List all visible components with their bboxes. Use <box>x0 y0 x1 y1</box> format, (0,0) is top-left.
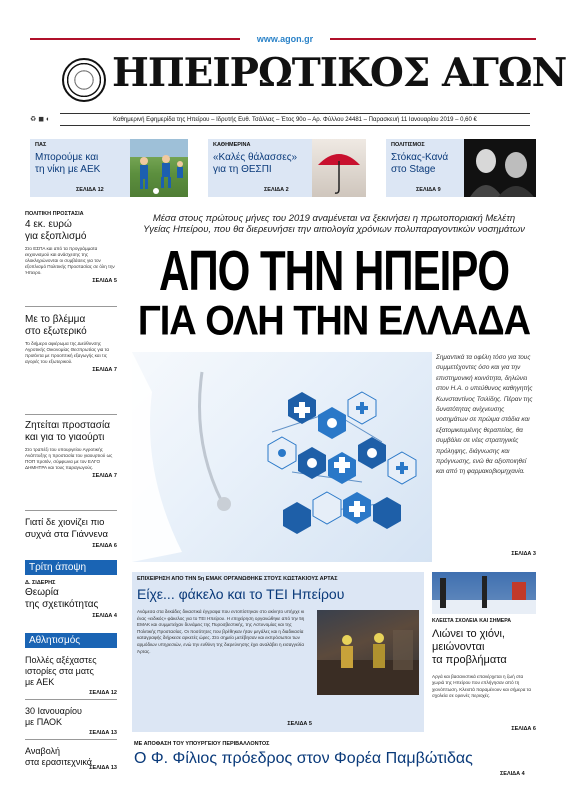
story-page: ΣΕΛΙΔΑ 13 <box>89 730 117 736</box>
bottom-story-page: ΣΕΛΙΔΑ 4 <box>500 771 525 777</box>
sports-section-bar[interactable]: Αθλητισμός <box>25 633 117 648</box>
story-page: ΣΕΛΙΔΑ 5 <box>92 278 117 284</box>
divider <box>25 699 117 700</box>
snow-story-page: ΣΕΛΙΔΑ 6 <box>511 726 536 732</box>
story-headline: Αναβολή στα ερασιτεχνικά <box>25 746 92 767</box>
main-story-page: ΣΕΛΙΔΑ 3 <box>511 551 536 557</box>
opinion-section-bar[interactable]: Τρίτη άποψη <box>25 560 117 575</box>
divider <box>25 739 117 740</box>
teaser-politismos[interactable] <box>386 139 536 197</box>
story-headline: Πολλές αξέχαστες ιστορίες στα ματς με ΑΕΚ <box>25 655 97 687</box>
teaser-page: ΣΕΛΙΔΑ 2 <box>264 187 289 193</box>
story-headline: 30 Ιανουαρίου με ΠΑΟΚ <box>25 706 82 727</box>
masthead-title: ΗΠΕΙΡΩΤΙΚΟΣ ΑΓΩΝ <box>112 50 566 96</box>
story-headline: Γιατί δε χιονίζει πιο συχνά στα Γιάννενα <box>25 517 108 540</box>
left-story-yogurt[interactable] <box>25 418 117 479</box>
story-body: Ανάμεσα στα δεκάδες δικαστικά έγγραφα που εντοπίστηκαν στο ακίνητο υπήρχε κι ένας «ειδικός» φάκελος για το ΤΕΙ Ηπείρου. Η επιχείρηση οργανώθηκε από την 5η ΕΜΑΚ και συμμετείχαν δυνάμεις της Πυροσβεστικής, της Αστυνομίας και της Πολιτικής Προστασίας. Οι ποσότητες που βρέθηκαν ήταν μεγάλες και η διαδικασία καταγραφής διήρκεσε αρκετές ώρες. Στο σημείο μετέβησαν και εκπρόσωποι των αρμόδιων υπηρεσιών, ενώ την ευθύνη της διερεύνησης έχει αναλάβει η εισαγγελία Άρτας. <box>137 609 305 654</box>
story-page: ΣΕΛΙΔΑ 13 <box>89 765 117 771</box>
story-category: ΠΟΛΙΤΙΚΗ ΠΡΟΣΤΑΣΙΑ <box>25 211 84 217</box>
artists-photo <box>464 139 536 197</box>
opinion-story[interactable] <box>25 580 117 619</box>
story-page: ΣΕΛΙΔΑ 5 <box>287 721 312 727</box>
story-headline: Με το βλέμμα στο εξωτερικό <box>25 314 87 337</box>
masthead-url[interactable]: www.agon.gr <box>240 34 330 44</box>
left-story-civil-protection[interactable] <box>25 211 117 284</box>
football-photo <box>130 139 188 197</box>
sports-story-aek[interactable] <box>25 653 117 696</box>
teaser-page: ΣΕΛΙΔΑ 12 <box>76 187 104 193</box>
story-body: Το διήμερο αφιέρωμα της Διεύθυνσης Αγροτικής Οικονομίας Θεσπρωτίας για τα προϊόντα με προοπτική εξαγωγής και τις αγορές του εξωτερικού. <box>25 341 110 364</box>
recycle-icon: ♻ ◼ ◐ <box>30 116 51 123</box>
left-story-snow[interactable] <box>25 515 117 549</box>
snow-story-headline[interactable]: Λιώνει το χιόνι, μειώνονται τα προβλήματα <box>432 628 507 666</box>
story-page: ΣΕΛΙΔΑ 7 <box>92 473 117 479</box>
tei-story[interactable] <box>132 572 424 732</box>
teaser-category: ΠΟΛΙΤΙΣΜΟΣ <box>391 142 425 148</box>
teaser-kathimerina[interactable] <box>208 139 366 197</box>
story-page: ΣΕΛΙΔΑ 6 <box>92 543 117 549</box>
snow-photo <box>432 572 536 614</box>
sports-story-paok[interactable] <box>25 704 117 736</box>
snow-story-body: Αργά και βασανιστικά επανέρχεται η ζωή στα χωριά της Ηπείρου που επλήγησαν από τη χιονόπτωση. Κλειστά παραμένουν και σήμερα τα σχολεία σε ορεινές περιοχές. <box>432 674 532 699</box>
story-page: ΣΕΛΙΔΑ 7 <box>92 367 117 373</box>
masthead-info: Καθημερινή Εφημερίδα της Ηπείρου – Ιδρυτής Ευθ. Τσάλλας – Έτος 90ο – Αρ. Φύλλου 24481 – Παρασκευή 11 Ιανουαρίου 2019 – 0,60 € <box>60 113 530 126</box>
story-headline: 4 εκ. ευρώ για εξοπλισμό <box>25 219 87 242</box>
main-story-side-text: Σημαντικά τα οφέλη τόσο για τους συμμετέχοντες όσο και για την επιστημονική κοινότητα, δηλώνει στον Η.Α. ο υπεύθυνος καθηγητής Κωνσταντίνος Τσιλίδης. Πέραν της δυνατότητας ανίχνευσης νοσημάτων σε πρώιμα στάδια και εξατομικευμένης θεραπείας, θα συμβάλει σε νέες στρατηγικές πρόληψης, διάγνωσης και πρόγνωσης, ενώ θα αξιοποιηθεί και από τη φαρμακοβιομηχανία. <box>436 354 533 476</box>
opinion-author: Δ. ΣΙΔΕΡΗΣ <box>25 580 56 586</box>
story-headline: Ζητείται προστασία και για το γιαούρτι <box>25 420 110 443</box>
seal-logo-icon <box>62 58 106 102</box>
firefighters-photo <box>317 610 419 695</box>
divider <box>25 510 117 511</box>
divider <box>25 306 117 307</box>
teaser-category: ΠΑΣ <box>35 142 47 148</box>
divider <box>25 414 117 415</box>
umbrella-photo <box>312 139 366 197</box>
story-category: ΕΠΙΧΕΙΡΗΣΗ ΑΠΟ ΤΗΝ 5η ΕΜΑΚ ΟΡΓΑΝΩΘΗΚΕ ΣΤΟΥΣ ΚΩΣΤΑΚΙΟΥΣ ΑΡΤΑΣ <box>137 576 338 582</box>
sports-story-amateur[interactable] <box>25 744 117 771</box>
left-story-exports[interactable] <box>25 312 117 373</box>
teaser-text: Μπορούμε και τη νίκη με ΑΕΚ <box>35 152 101 175</box>
teaser-category: ΚΑΘΗΜΕΡΙΝΑ <box>213 142 251 148</box>
bottom-story-category: ΜΕ ΑΠΟΦΑΣΗ ΤΟΥ ΥΠΟΥΡΓΕΙΟΥ ΠΕΡΙΒΑΛΛΟΝΤΟΣ <box>134 741 270 747</box>
teaser-page: ΣΕΛΙΔΑ 9 <box>416 187 441 193</box>
main-story-kicker: Μέσα στους πρώτους μήνες του 2019 αναμένεται να ξεκινήσει η πρωτοποριακή Μελέτη Υγείας Ηπείρου, που θα διερευνήσει την αιτιολογία χρόνιων πολυπαραγοντικών νοσημάτων <box>143 213 525 235</box>
story-headline: Είχε... φάκελο και το ΤΕΙ Ηπείρου <box>137 586 345 602</box>
story-page: ΣΕΛΙΔΑ 12 <box>89 690 117 696</box>
main-headline-line2[interactable]: ΓΙΑ ΟΛΗ ΤΗΝ ΕΛΛΑΔΑ <box>137 298 531 345</box>
story-body: Στο ΕΣΠΑ και από τα προγράμματα εκχιονισμού και ανάσχεσης της ολοκληρώνονται οι συμβάσεις για τον εξοπλισμό Πολιτικής Προστασίας σε όλη την Ήπειρο. <box>25 246 115 275</box>
teaser-text: «Καλές θάλασσες» για τη ΘΕΣΠΙ <box>213 152 298 175</box>
story-headline: Θεωρία της σχετικότητας <box>25 587 99 610</box>
medical-illustration <box>132 352 432 562</box>
main-headline-line1[interactable]: ΑΠΟ ΤΗΝ ΗΠΕΙΡΟ <box>158 238 509 303</box>
teaser-pas[interactable] <box>30 139 188 197</box>
bottom-story-headline[interactable]: Ο Φ. Φίλιος πρόεδρος στον Φορέα Παμβώτιδας <box>134 750 473 767</box>
snow-story-category: ΚΛΕΙΣΤΑ ΣΧΟΛΕΙΑ ΚΑΙ ΣΗΜΕΡΑ <box>432 618 512 624</box>
story-body: Στο τραπέζι του υπουργείου Αγροτικής Ανάπτυξης η προστασία του γιαουρτιού ως ΠΟΠ προϊόν, σύμφωνα με τον ΕΛΓΟ ΔΗΜΗΤΡΑ και τους παραγωγούς. <box>25 447 113 470</box>
story-page: ΣΕΛΙΔΑ 4 <box>92 613 117 619</box>
teaser-text: Στόκας-Κανά στο Stage <box>391 152 449 175</box>
